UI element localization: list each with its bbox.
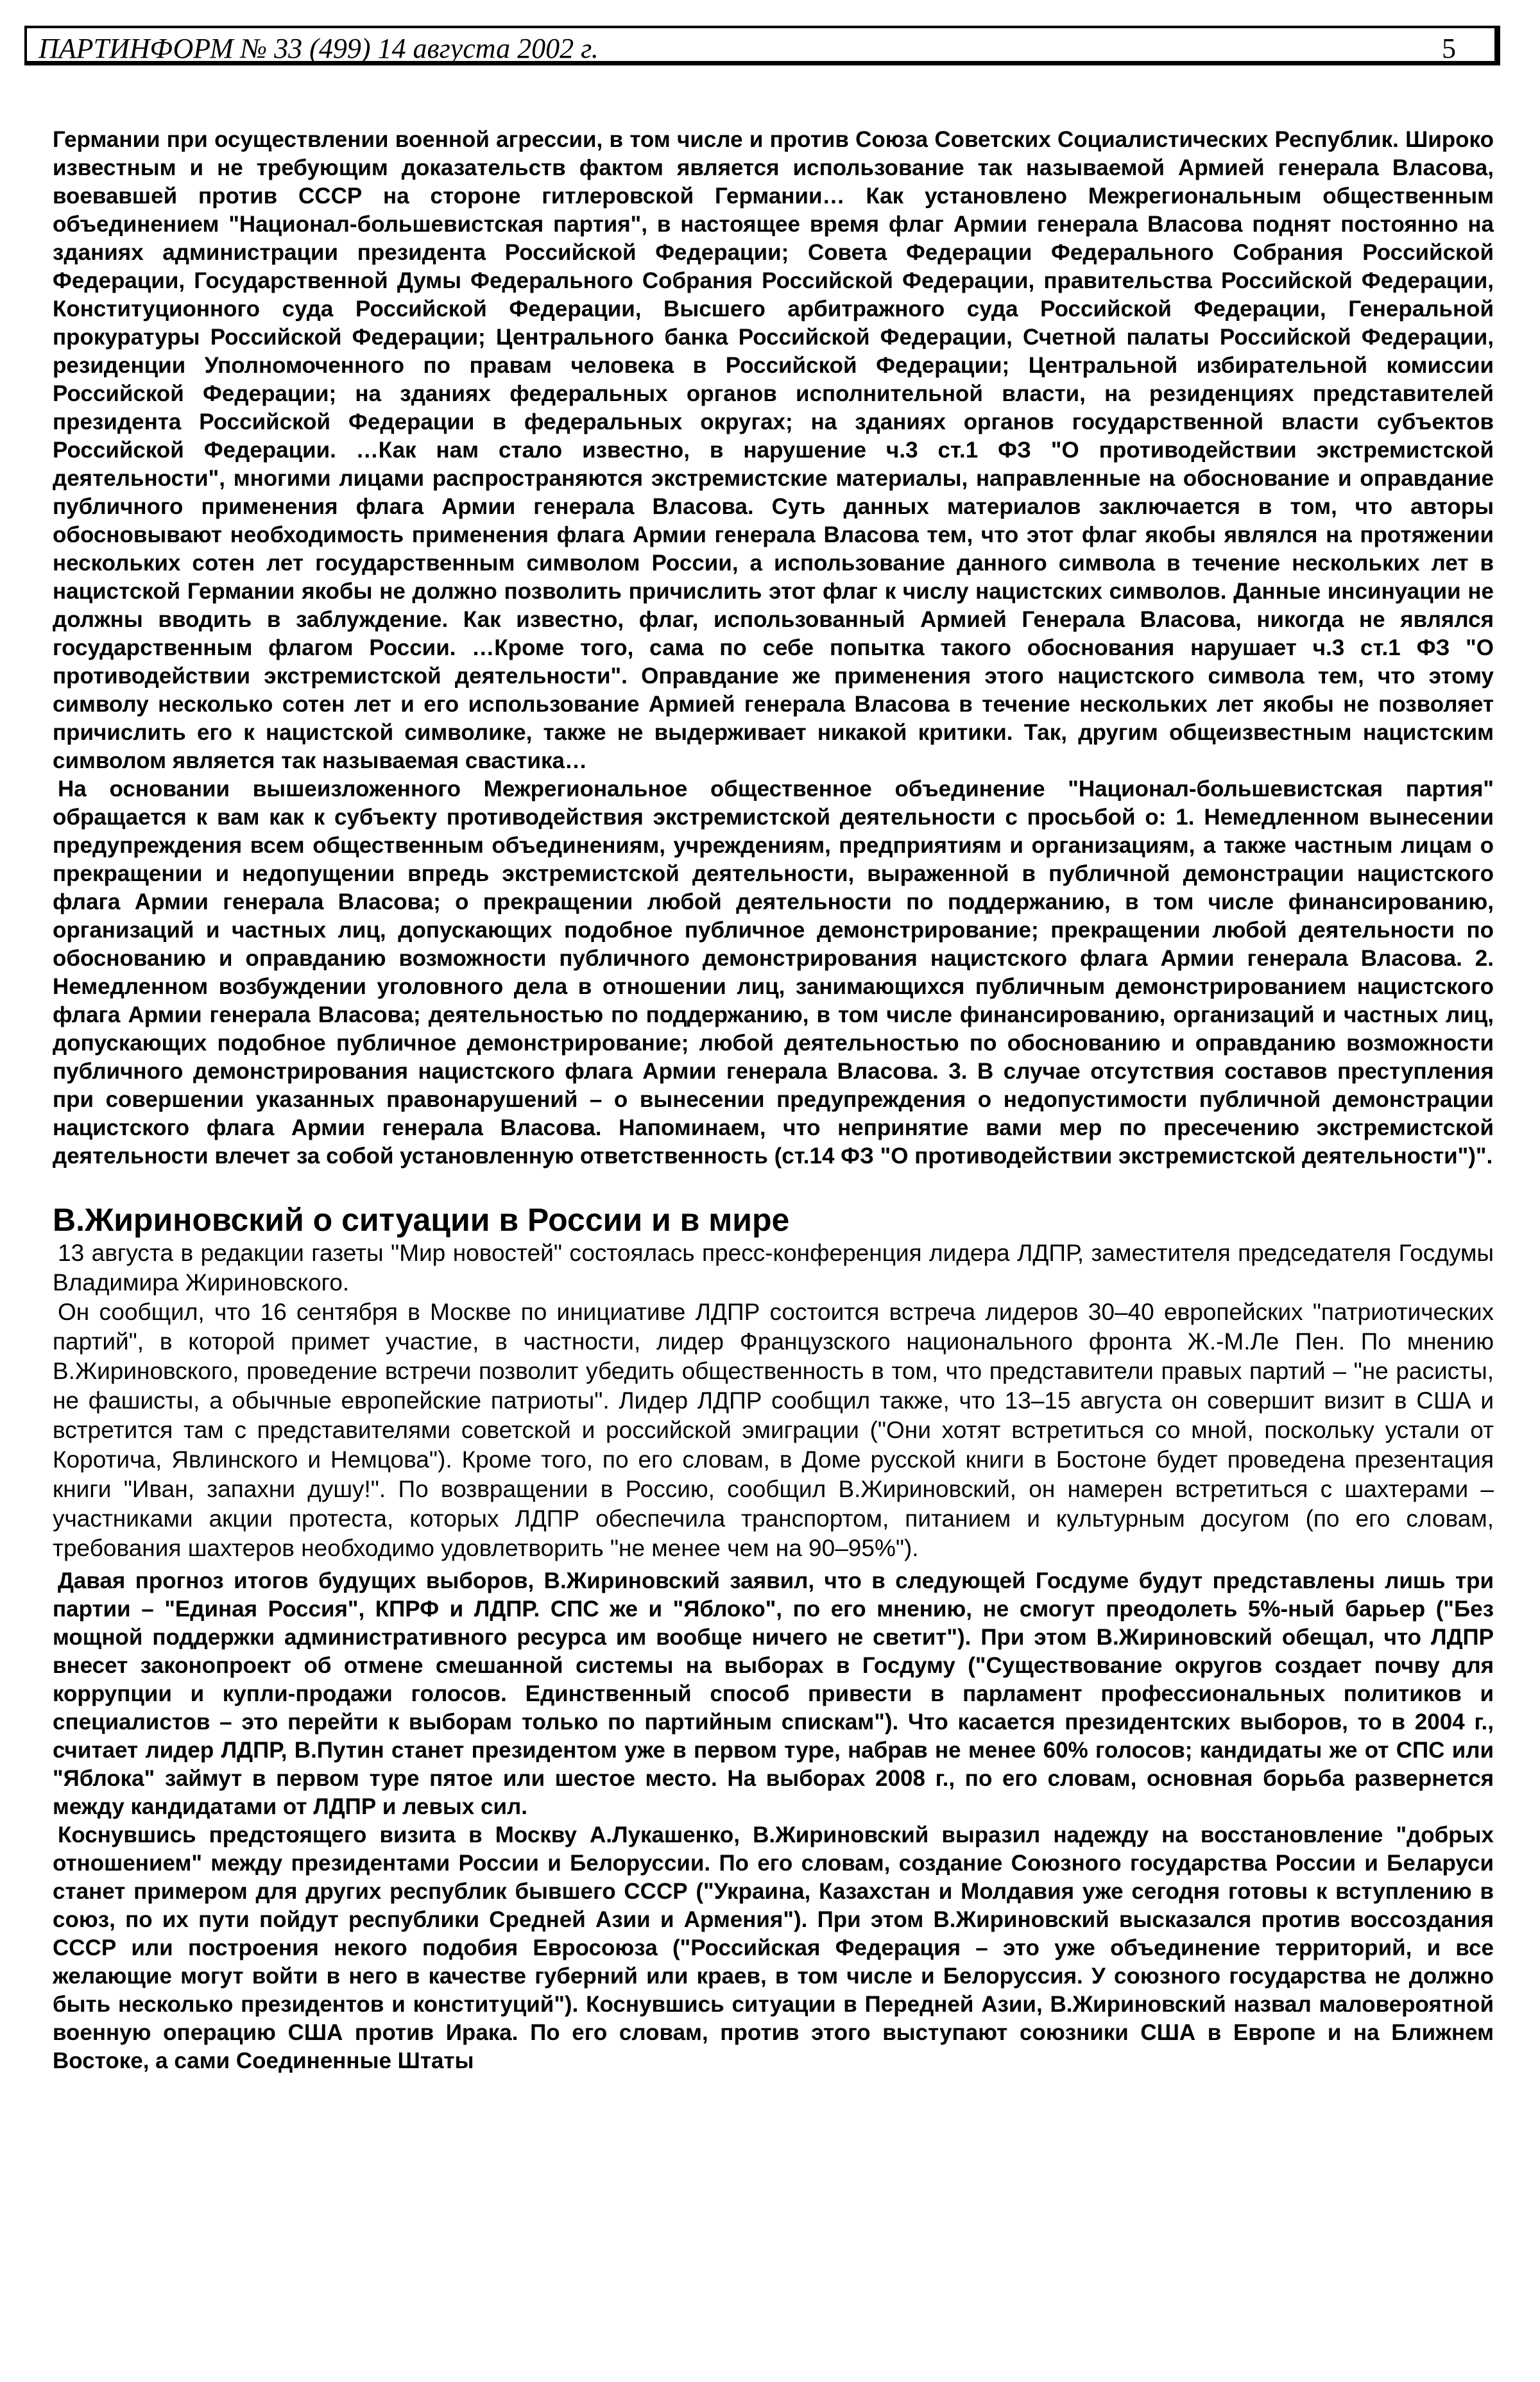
page-content xyxy=(53,126,1494,2075)
article2-paragraph: Коснувшись предстоящего визита в Москву А.Лукашенко, В.Жириновский выразил надежду на восстановление "добрых отношением" между президентами России и Белоруссии. По его словам, создание Союзного государства России и Беларуси станет примером для других республик бывшего СССР ("Украина, Казахстан и Молдавия уже сегодня готовы к вступлению в союз, по их пути пойдут республики Средней Азии и Армения"). При этом В.Жириновский высказался против воссоздания СССР или построения некого подобия Евросоюза ("Российская Федерация – это уже объединение территорий, и все желающие могут войти в него в качестве губерний или краев, в том числе и Белоруссия. У союзного государства не должно быть несколько президентов и конституций"). Коснувшись ситуации в Передней Азии, В.Жириновский назвал маловероятной военную операцию США против Ирака. По его словам, против этого выступают союзники США в Европе и на Ближнем Востоке, а сами Соединенные Штаты xyxy=(53,1822,1494,2073)
page-header xyxy=(24,26,1500,65)
publication-title: ПАРТИНФОРМ № 33 (499) 14 августа 2002 г. xyxy=(38,33,599,64)
article2-title: В.Жириновский о ситуации в России и в мире xyxy=(53,1202,790,1238)
article1-paragraph: На основании вышеизложенного Межрегиональное общественное объединение "Национал-большевистская партия" обращается к вам как к субъекту противодействия экстремистской деятельности с просьбой о: 1. Немедленном вынесении предупреждения всем общественным объединениям, учреждениям, предприятиям и организациям, а также частным лицам о прекращении и недопущении впредь экстремистской деятельности, выраженной в публичной демонстрации нацистского флага Армии генерала Власова; о прекращении любой деятельности по поддержанию, в том числе финансированию, организаций и частных лиц, допускающих подобное публичное демонстрирование; прекращении любой деятельности по обоснованию и оправданию возможности публичного демонстрирования нацистского флага Армии генерала Власова. 2. Немедленном возбуждении уголовного дела в отношении лиц, занимающихся публичным демонстрированием нацистского флага Армии генерала Власова; деятельностью по поддержанию, в том числе финансированию, организаций и частных лиц, допускающих подобное публичное демонстрирование; любой деятельностью по обоснованию и оправданию возможности публичного демонстрирования нацистского флага Армии генерала Власова. 3. В случае отсутствия составов преступления при совершении указанных правонарушений – о вынесении предупреждения о недопустимости публичной демонстрации нацистского флага Армии генерала Власова. Напоминаем, что непринятие вами мер по пресечению экстремистской деятельности влечет за собой установленную ответственность (ст.14 ФЗ "О противодействии экстремистской деятельности")". xyxy=(53,776,1494,1169)
article2-paragraph: Давая прогноз итогов будущих выборов, В.Жириновский заявил, что в следующей Госдуме будут представлены лишь три партии – "Единая Россия", КПРФ и ЛДПР. СПС же и "Яблоко", по его мнению, не смогут преодолеть 5%-ный барьер ("Без мощной поддержки административного ресурса им вообще ничего не светит"). При этом В.Жириновский обещал, что ЛДПР внесет законопроект об отмене смешанной системы на выборах в Госдуму ("Существование округов создает почву для коррупции и купли-продажи голосов. Единственный способ привести в парламент профессиональных политиков и специалистов – это перейти к выборам только по партийным спискам"). Что касается президентских выборов, то в 2004 г., считает лидер ЛДПР, В.Путин станет президентом уже в первом туре, набрав не менее 60% голосов; кандидаты же от СПС или "Яблока" займут в первом туре пятое или шестое место. На выборах 2008 г., по его словам, основная борьба развернется между кандидатами от ЛДПР и левых сил. xyxy=(53,1568,1494,1819)
article1-paragraph: Германии при осуществлении военной агрессии, в том числе и против Союза Советских Социалистических Республик. Широко известным и не требующим доказательств фактом является использование так называемой Армией генерала Власова, воевавшей против СССР на стороне гитлеровской Германии… Как установлено Межрегиональным общественным объединением "Национал-большевистская партия", в настоящее время флаг Армии генерала Власова поднят постоянно на зданиях администрации президента Российской Федерации; Совета Федерации Федерального Собрания Российской Федерации, Государственной Думы Федерального Собрания Российской Федерации, правительства Российской Федерации, Конституционного суда Российской Федерации, Высшего арбитражного суда Российской Федерации, Генеральной прокуратуры Российской Федерации; Центрального банка Российской Федерации, Счетной палаты Российской Федерации, резиденции Уполномоченного по правам человека в Российской Федерации; Центральной избирательной комиссии Российской Федерации; на зданиях федеральных органов исполнительной власти, на резиденциях представителей президента Российской Федерации в федеральных округах; на зданиях органов государственной власти субъектов Российской Федерации. …Как нам стало известно, в нарушение ч.3 ст.1 ФЗ "О противодействии экстремистской деятельности", многими лицами распространяются экстремистские материалы, направленные на обоснование и оправдание публичного применения флага Армии генерала Власова. Суть данных материалов заключается в том, что авторы обосновывают необходимость применения флага Армии генерала Власова тем, что этот флаг якобы являлся на протяжении нескольких сотен лет государственным символом России, а использование данного символа в течение нескольких лет в нацистской Германии якобы не должно позволить причислить этот флаг к числу нацистских символов. Данные инсинуации не должны вводить в заблуждение. Как известно, флаг, использованный Армией Генерала Власова, никогда не являлся государственным флагом России. …Кроме того, сама по себе попытка такого обоснования нарушает ч.3 ст.1 ФЗ "О противодействии экстремистской деятельности". Оправдание же применения этого нацистского символа тем, что этому символу несколько сотен лет и его использование Армией генерала Власова в течение нескольких лет якобы не позволяет причислить его к нацистской символике, также не выдерживает никакой критики. Так, другим общеизвестным нацистским символом является так называемая свастика… xyxy=(53,127,1494,773)
page-number: 5 xyxy=(1442,33,1456,64)
article2-paragraph: Он сообщил, что 16 сентября в Москве по инициативе ЛДПР состоится встреча лидеров 30–40 европейских "патриотических партий", в которой примет участие, в частности, лидер Французского национального фронта Ж.-М.Ле Пен. По мнению В.Жириновского, проведение встречи позволит убедить общественность в том, что представители правых партий – "не расисты, не фашисты, а обычные европейские патриоты". Лидер ЛДПР сообщил также, что 13–15 августа он совершит визит в США и встретится там с представителями советской и российской эмиграции ("Они хотят встретиться со мной, поскольку устали от Коротича, Явлинского и Немцова"). Кроме того, по его словам, в Доме русской книги в Бостоне будет проведена презентация книги "Иван, запахни душу!". По возвращении в Россию, сообщил В.Жириновский, он намерен встретиться с шахтерами – участниками акции протеста, которых ЛДПР обеспечила транспортом, питанием и культурным досугом (по его словам, требования шахтеров необходимо удовлетворить "не менее чем на 90–95%"). xyxy=(53,1299,1494,1561)
article2-paragraph: 13 августа в редакции газеты "Мир новостей" состоялась пресс-конференция лидера ЛДПР, заместителя председателя Госдумы Владимира Жириновского. xyxy=(53,1240,1494,1296)
